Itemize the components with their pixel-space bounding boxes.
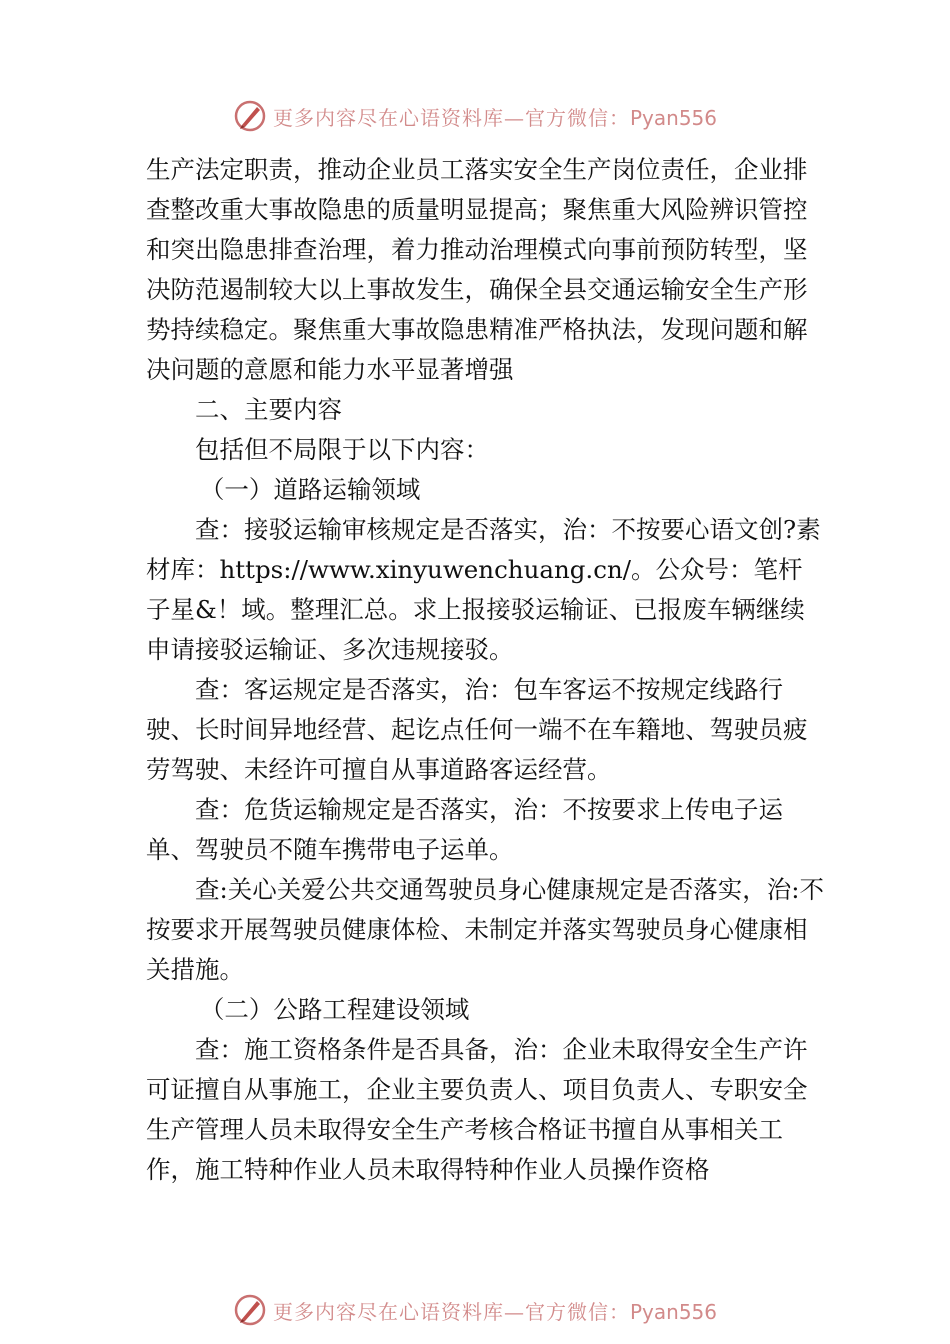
- paragraph: 包括但不局限于以下内容：: [195, 435, 489, 464]
- watermark-text: 更多内容尽在心语资料库—官方微信：Pyan556: [272, 105, 717, 130]
- paragraph: 生产法定职责，推动企业员工落实安全生产岗位责任，企业排查整改重大事故隐患的质量明显提高；聚焦重大风险辨识管控和突出隐患排查治理，着力推动治理模式向事前预防转型，坚决防范遏制较大以上事故发生，确保全县交通运输安全生产形势持续稳定。聚焦重大事故隐患精准严格执法，发现问题和解决问题的意愿和能力水平显著增强: [146, 155, 808, 384]
- paragraph: 查：危货运输规定是否落实，治：不按要求上传电子运单、驾驶员不随车携带电子运单。: [146, 795, 783, 864]
- paragraph: 查：客运规定是否落实，治：包车客运不按规定线路行驶、长时间异地经营、起讫点任何一端不在车籍地、驾驶员疲劳驾驶、未经许可擅自从事道路客运经营。: [146, 675, 808, 784]
- watermark-text: 更多内容尽在心语资料库—官方微信：Pyan556: [272, 1299, 717, 1324]
- document-body: [146, 150, 826, 1190]
- section-heading: 二、主要内容: [195, 395, 342, 424]
- subsection-heading: （一）道路运输领域: [199, 475, 421, 504]
- quill-logo-icon: [233, 99, 267, 133]
- header-watermark: [0, 96, 950, 136]
- paragraph: 查：施工资格条件是否具备，治：企业未取得安全生产许可证擅自从事施工，企业主要负责人、项目负责人、专职安全生产管理人员未取得安全生产考核合格证书擅自从事相关工作，施工特种作业人员未取得特种作业人员操作资格: [146, 1035, 808, 1184]
- paragraph: 查：接驳运输审核规定是否落实，治：不按要心语文创?素材库：https://www.xinyuwenchuang.cn/。公众号：笔杆子星&！域。整理汇总。求上报接驳运输证、已报废车辆继续申请接驳运输证、多次违规接驳。: [146, 515, 821, 664]
- paragraph: 查:关心关爱公共交通驾驶员身心健康规定是否落实，治:不按要求开展驾驶员健康体检、未制定并落实驾驶员身心健康相关措施。: [146, 875, 825, 984]
- footer-watermark: [0, 1290, 950, 1330]
- subsection-heading: （二）公路工程建设领域: [199, 995, 470, 1024]
- quill-logo-icon: [233, 1293, 267, 1327]
